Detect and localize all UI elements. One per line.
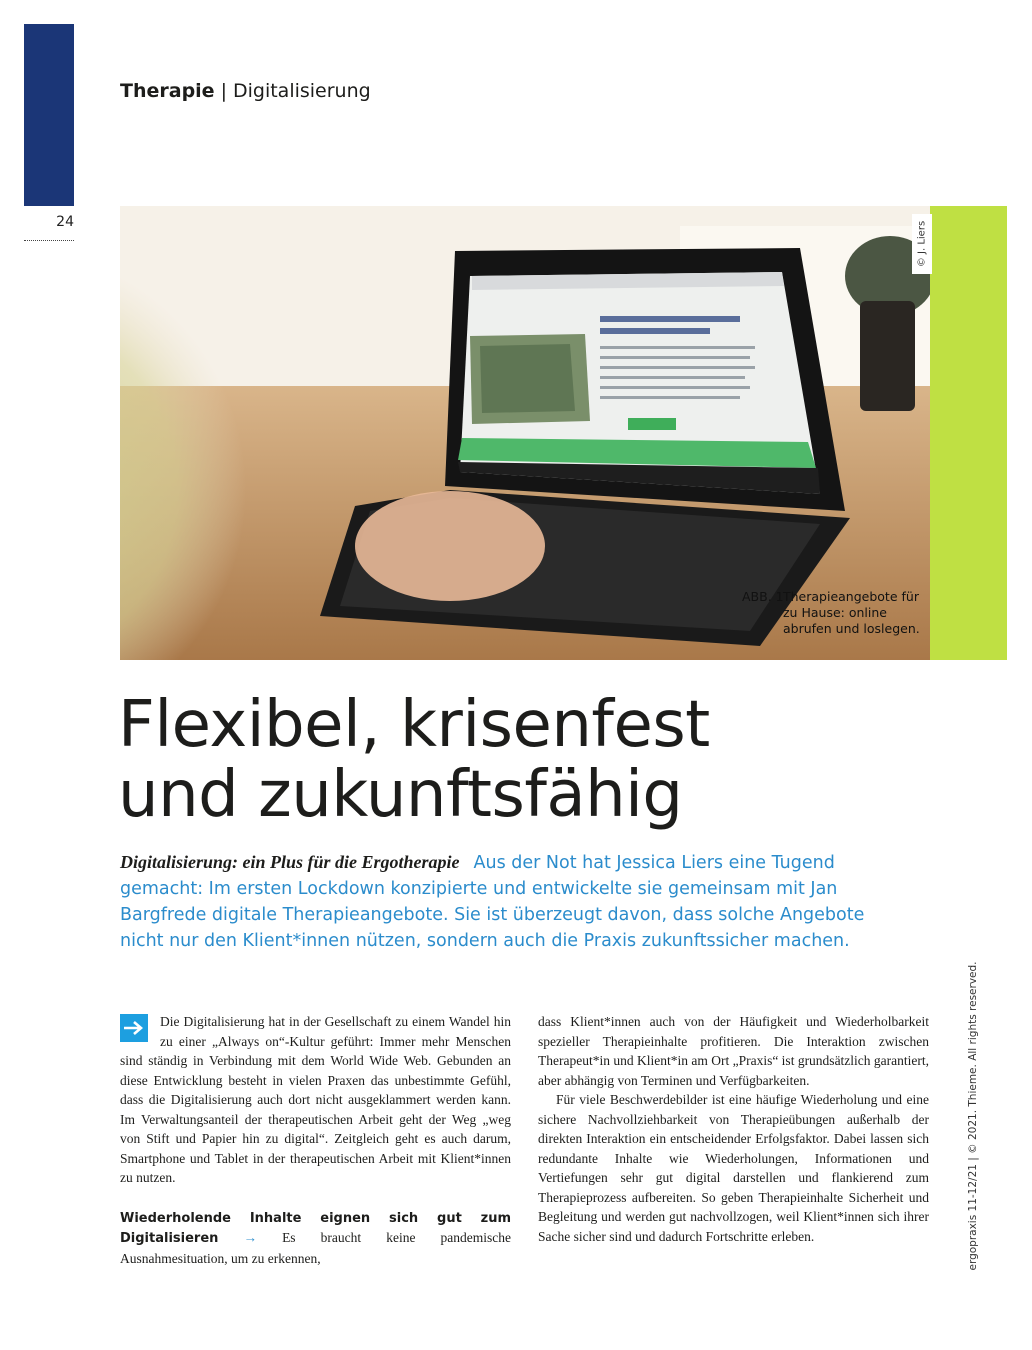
- subheading: Wiederholende Inhalte eignen sich gut zum Digitalisieren: [120, 1210, 511, 1246]
- copyright-note: [958, 961, 988, 1271]
- accent-strip: [930, 206, 1007, 660]
- article-title: [118, 690, 710, 830]
- arrow-right-icon: [120, 1014, 148, 1042]
- body-paragraph: [120, 1012, 511, 1188]
- body-paragraph: Für viele Beschwerdebilder ist eine häufige Wiederholung und eine sichere Nachvollziehbarkeit von Therapieübungen außerhalb der direkten Interaktion ein entscheidender Erfolgsfaktor. Dabei lassen sich redundante Inhalte wie Wiederholungen, Informationen und Vertiefungen sehr gut digital darstellen und flankierend zum Therapieprozess aufbereiten. So geben Therapieinhalte Sicherheit und Begleitung und werden gut nachvollzogen, weil Klient*innen sich ihrer Sache sicher sind und dadurch Fortschritte erleben.: [538, 1092, 929, 1244]
- arrow-right-icon: →: [243, 1230, 257, 1245]
- figure-caption: [742, 589, 924, 637]
- caption-label: ABB. 1: [742, 589, 784, 604]
- lead-text: Aus der Not hat Jessica Liers eine Tugend gemacht: Im ersten Lockdown konzipierte und entwickelte sie gemeinsam mit Jan Bargfrede digitale Therapieangebote. Sie ist überzeugt davon, dass solche Angebote nicht nur den Klient*innen nützen, sondern auch die Praxis zukunftssicher machen.: [120, 853, 865, 951]
- page-number-rule: [24, 240, 74, 241]
- article-lead: [120, 850, 880, 954]
- section-color-bar: [24, 24, 74, 206]
- photo-credit-text: © J. Liers: [916, 220, 928, 268]
- running-head-separator: |: [220, 80, 227, 102]
- photo-credit: [912, 214, 932, 274]
- body-paragraph: dass Klient*innen auch von der Häufigkeit und Wiederholbarkeit spezieller Therapieinhalte profitieren. Die Interaktion zwischen Therapeut*in und Klient*in am Ort „Praxis“ ist grundsätzlich garantiert, aber abhängig von Terminen und Verfügbarkeiten.: [538, 1014, 930, 1088]
- body-column-left: [120, 1012, 511, 1268]
- running-head-topic: Digitalisierung: [232, 80, 371, 102]
- running-head: [120, 80, 371, 102]
- caption-text: Therapieangebote für zu Hause: online abrufen und loslegen.: [783, 589, 920, 636]
- copyright-text: ergopraxis 11-12/21 | © 2021. Thieme. All rights reserved.: [967, 961, 979, 1271]
- title-line-2: und zukunftsfähig: [118, 758, 683, 832]
- lead-kicker: Digitalisierung: ein Plus für die Ergotherapie: [120, 852, 460, 872]
- body-paragraph: [120, 1208, 511, 1269]
- page-number: 24: [56, 214, 74, 230]
- title-line-1: Flexibel, krisenfest: [118, 688, 710, 762]
- body-text: Es braucht keine pandemische Ausnahmesituation, um zu erkennen,: [120, 1230, 511, 1266]
- running-head-section: Therapie: [120, 80, 215, 102]
- body-column-right: [538, 1012, 929, 1246]
- body-text: Die Digitalisierung hat in der Gesellschaft zu einem Wandel hin zu einer „Always on“-Kultur geführt: Immer mehr Menschen sind ständig in Verbindung mit dem World Wide Web. Gebunden an diese Entwicklung besteht in vielen Praxen das unbestimmte Gefühl, dass die Digitalisierung auch dort nicht ausgeklammert werden kann. Im Verwaltungsanteil der therapeutischen Arbeit geht der Weg „weg von Stift und Papier hin zu digital“. Zeitgleich geht es auch darum, Smartphone und Tablet in der therapeutischen Arbeit mit Klient*innen zu nutzen.: [120, 1014, 511, 1185]
